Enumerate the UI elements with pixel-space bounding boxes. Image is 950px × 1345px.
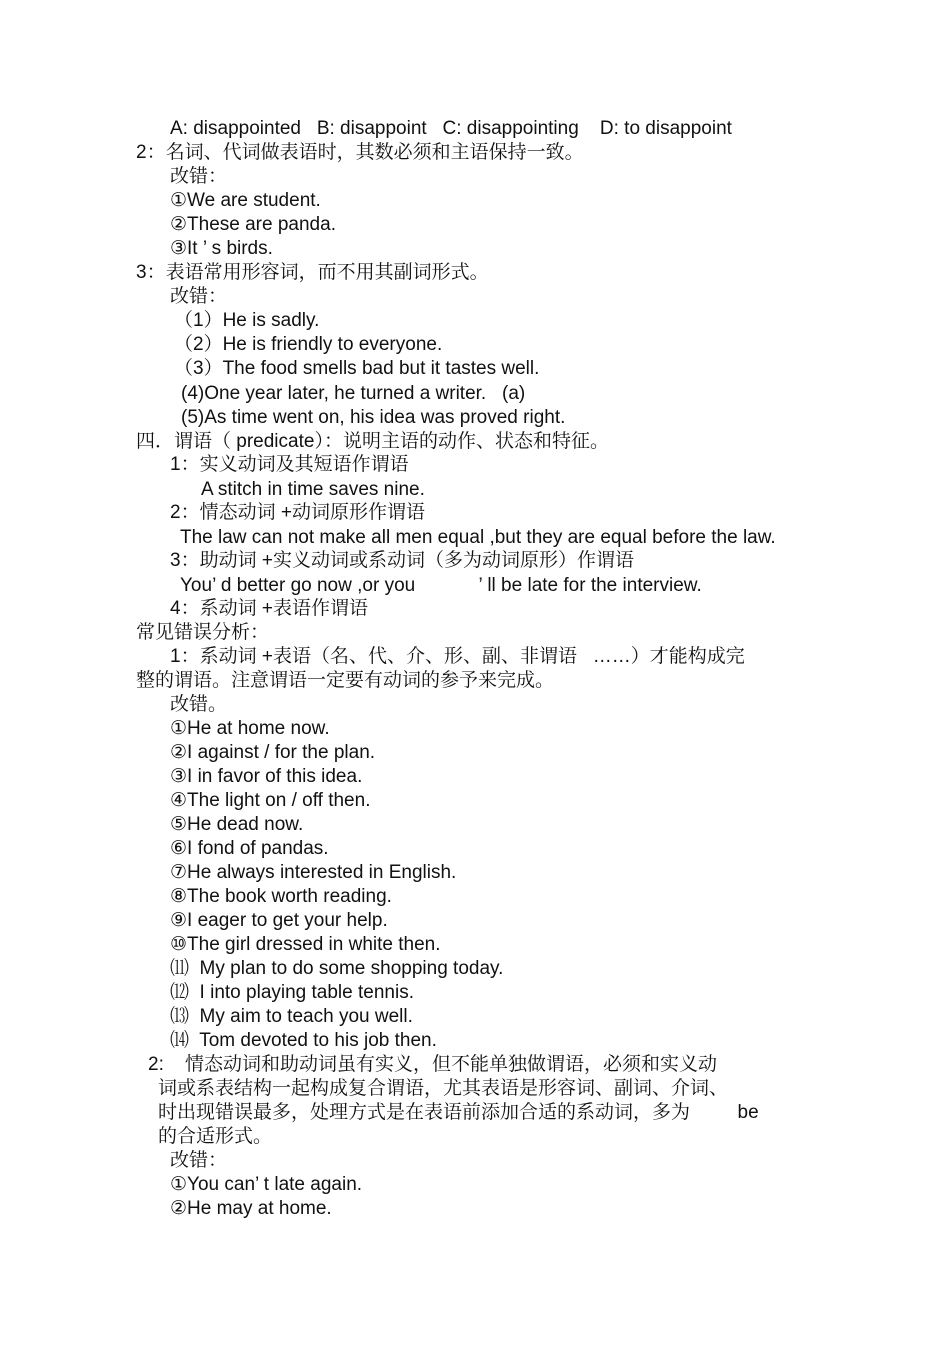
text-line: The law can not make all men equal ,but they are equal before the law.	[180, 527, 776, 548]
text-line: ②These are panda.	[170, 214, 336, 235]
text-line: ④The light on / off then.	[170, 790, 371, 811]
text-line: 词或系表结构一起构成复合谓语，尤其表语是形容词、副词、介词、	[158, 1078, 729, 1099]
text-line: (5)As time went on, his idea was proved right.	[181, 407, 566, 428]
text-line: ⑩The girl dressed in white then.	[170, 934, 441, 955]
text-line: 2：名词、代词做表语时，其数必须和主语保持一致。	[136, 142, 584, 163]
text-line: 1：实义动词及其短语作谓语	[170, 454, 409, 475]
text-line: ⒁ Tom devoted to his job then.	[170, 1030, 437, 1051]
text-line: ①We are student.	[170, 190, 321, 211]
text-line: （1）He is sadly.	[174, 310, 320, 331]
text-line: ③It ’ s birds.	[170, 238, 273, 259]
text-line: 3：表语常用形容词，而不用其副词形式。	[136, 262, 489, 283]
text-line: A: disappointed B: disappoint C: disappointing D: to disappoint	[170, 118, 732, 139]
text-line: ⑾ My plan to do some shopping today.	[170, 958, 504, 979]
text-line: ②He may at home.	[170, 1198, 332, 1219]
text-line: 的合适形式。	[158, 1126, 273, 1147]
text-line: 整的谓语。注意谓语一定要有动词的参予来完成。	[136, 670, 555, 691]
text-line: 改错。	[170, 694, 228, 715]
text-line: ⑥I fond of pandas.	[170, 838, 329, 859]
text-line: ①You can’ t late again.	[170, 1174, 363, 1195]
text-line: ②I against / for the plan.	[170, 742, 376, 763]
text-line: ①He at home now.	[170, 718, 330, 739]
text-line: ⒀ My aim to teach you well.	[170, 1006, 413, 1027]
text-line: ⑦He always interested in English.	[170, 862, 457, 883]
text-line: A stitch in time saves nine.	[201, 479, 425, 500]
text-line: 改错：	[170, 1150, 228, 1171]
text-line: （2）He is friendly to everyone.	[174, 334, 443, 355]
text-line: 2：情态动词 +动词原形作谓语	[170, 502, 425, 523]
text-line: 4：系动词 +表语作谓语	[170, 598, 368, 619]
text-line: ⑨I eager to get your help.	[170, 910, 388, 931]
text-line: (4)One year later, he turned a writer. (a)	[181, 383, 526, 404]
text-line: （3）The food smells bad but it tastes well.	[174, 358, 540, 379]
text-line: 2: 情态动词和助动词虽有实义，但不能单独做谓语，必须和实义动	[148, 1054, 717, 1075]
text-line: 1：系动词 +表语（名、代、介、形、副、非谓语 ……）才能构成完	[170, 646, 745, 667]
text-line: 改错：	[170, 286, 228, 307]
text-line: ⑧The book worth reading.	[170, 886, 392, 907]
text-line: 3：助动词 +实义动词或系动词（多为动词原形）作谓语	[170, 550, 634, 571]
text-line: ⑤He dead now.	[170, 814, 304, 835]
text-line: You’ d better go now ,or you ’ ll be late for the interview.	[180, 575, 702, 596]
text-line: 改错：	[170, 166, 228, 187]
text-line: 四．谓语（ predicate）：说明主语的动作、状态和特征。	[136, 431, 609, 452]
text-line: 常见错误分析：	[136, 622, 270, 643]
text-line: ③I in favor of this idea.	[170, 766, 363, 787]
text-line: 时出现错误最多，处理方式是在表语前添加合适的系动词，多为 be	[158, 1102, 759, 1123]
text-line: ⑿ I into playing table tennis.	[170, 982, 414, 1003]
